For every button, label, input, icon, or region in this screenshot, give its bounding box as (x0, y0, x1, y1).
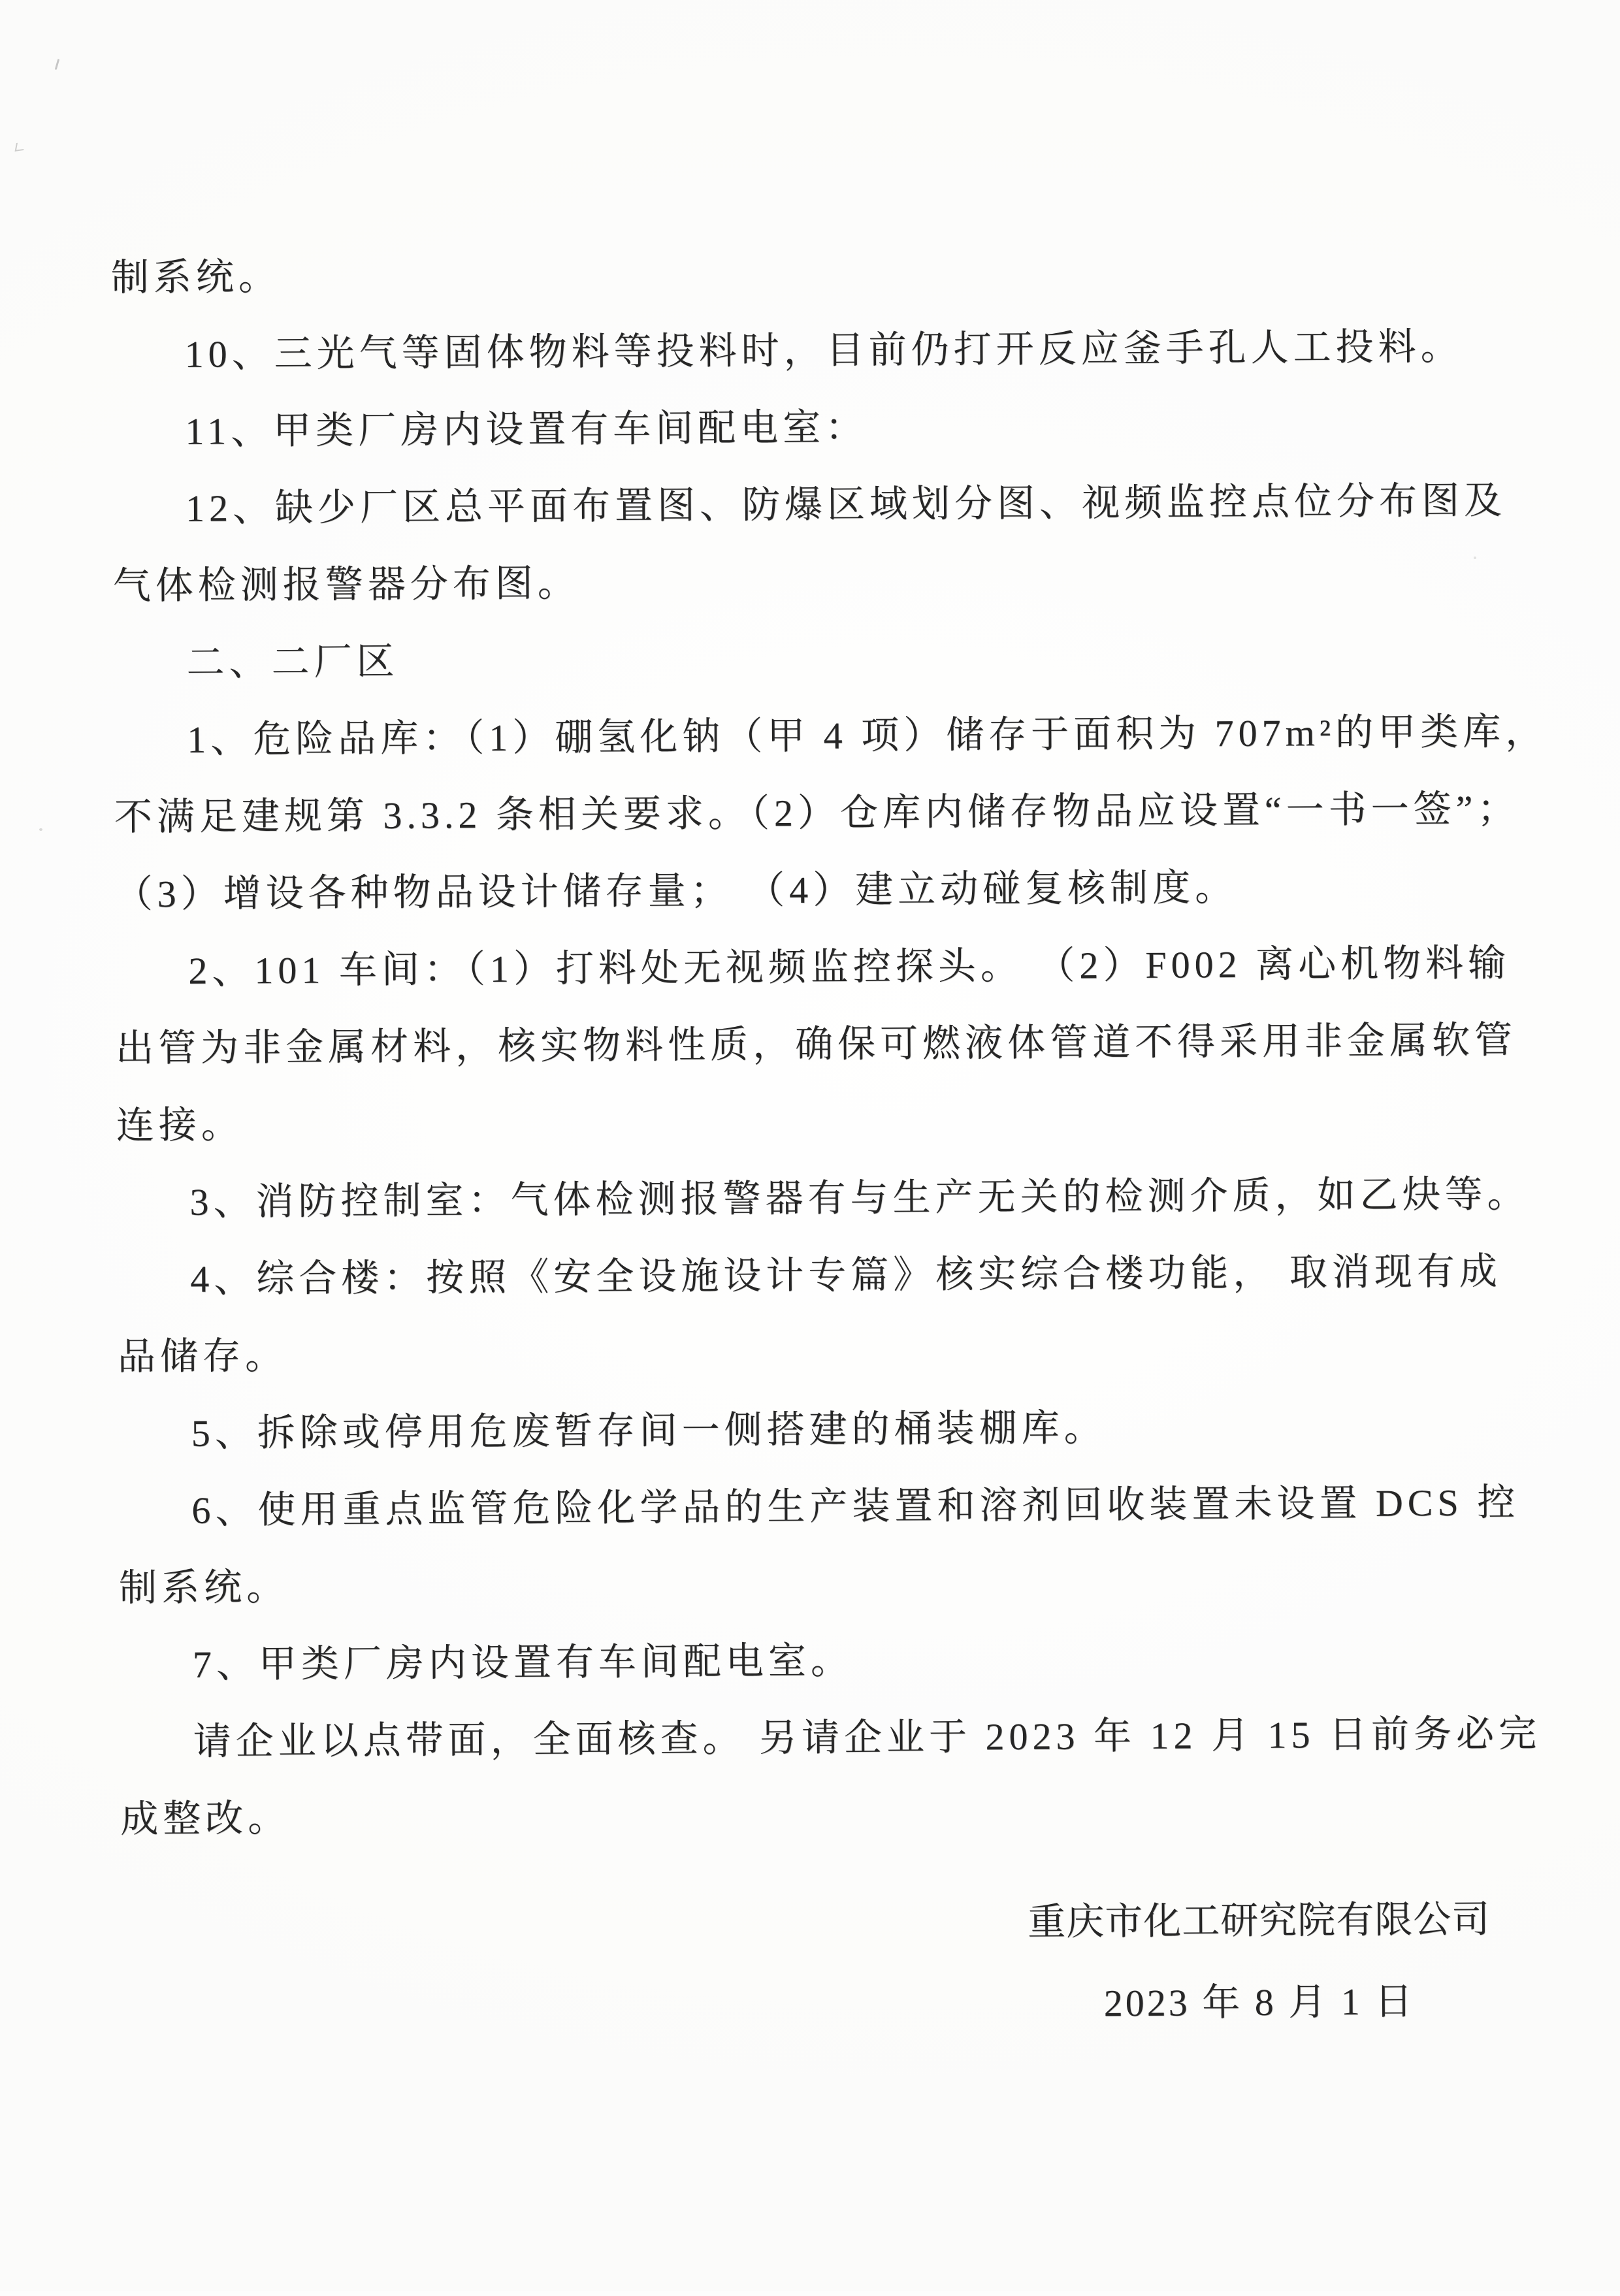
text-line: 2、101 车间：（1）打料处无视频监控探头。 （2）F002 离心机物料输 (188, 941, 1511, 992)
text-line: 3、消防控制室：气体检测报警器有与生产无关的检测介质，如乙炔等。 (189, 1172, 1530, 1223)
text-line: 1、危险品库：（1）硼氢化钠（甲 4 项）储存于面积为 707m²的甲类库， (187, 710, 1548, 761)
text-line: 7、甲类厂房内设置有车间配电室。 (192, 1639, 854, 1686)
signature-date: 2023 年 8 月 1 日 (1103, 1980, 1416, 2025)
text-line: 成整改。 (120, 1796, 291, 1841)
text-line: 二、二厂区 (186, 639, 399, 684)
text-line: 请企业以点带面，全面核查。 另请企业于 2023 年 12 月 15 日前务必完 (193, 1712, 1542, 1763)
signature-block (1028, 1879, 1491, 2045)
text-line: 10、三光气等固体物料等投料时，目前仍打开反应釜手孔人工投料。 (184, 325, 1463, 376)
text-line: 品储存。 (117, 1334, 288, 1378)
text-line: 4、综合楼：按照《安全设施设计专篇》核实综合楼功能， 取消现有成 (190, 1250, 1502, 1301)
document-body (110, 231, 1548, 1858)
text-line: 11、甲类厂房内设置有车间配电室： (185, 406, 868, 453)
text-line: 制系统。 (118, 1565, 289, 1609)
text-line: 不满足建规第 3.3.2 条相关要求。（2）仓库内储存物品应设置“一书一签”； (114, 787, 1520, 839)
text-line: 出管为非金属材料，核实物料性质，确保可燃液体管道不得采用非金属软管 (115, 1018, 1517, 1070)
text-line: 连接。 (116, 1103, 244, 1147)
text-line: （3）增设各种物品设计储存量； （4）建立动碰复核制度。 (114, 865, 1238, 916)
text-line: 12、缺少厂区总平面布置图、防爆区域划分图、视频监控点位分布图及 (185, 479, 1507, 530)
text-line: 制系统。 (110, 255, 282, 299)
text-line: 气体检测报警器分布图。 (112, 562, 580, 607)
text-line: 5、拆除或停用危废暂存间一侧搭建的桶装棚库。 (191, 1406, 1107, 1455)
text-line: 6、使用重点监管危险化学品的生产装置和溶剂回收装置未设置 DCS 控 (191, 1481, 1520, 1532)
signature-company: 重庆市化工研究院有限公司 (1028, 1898, 1491, 1943)
